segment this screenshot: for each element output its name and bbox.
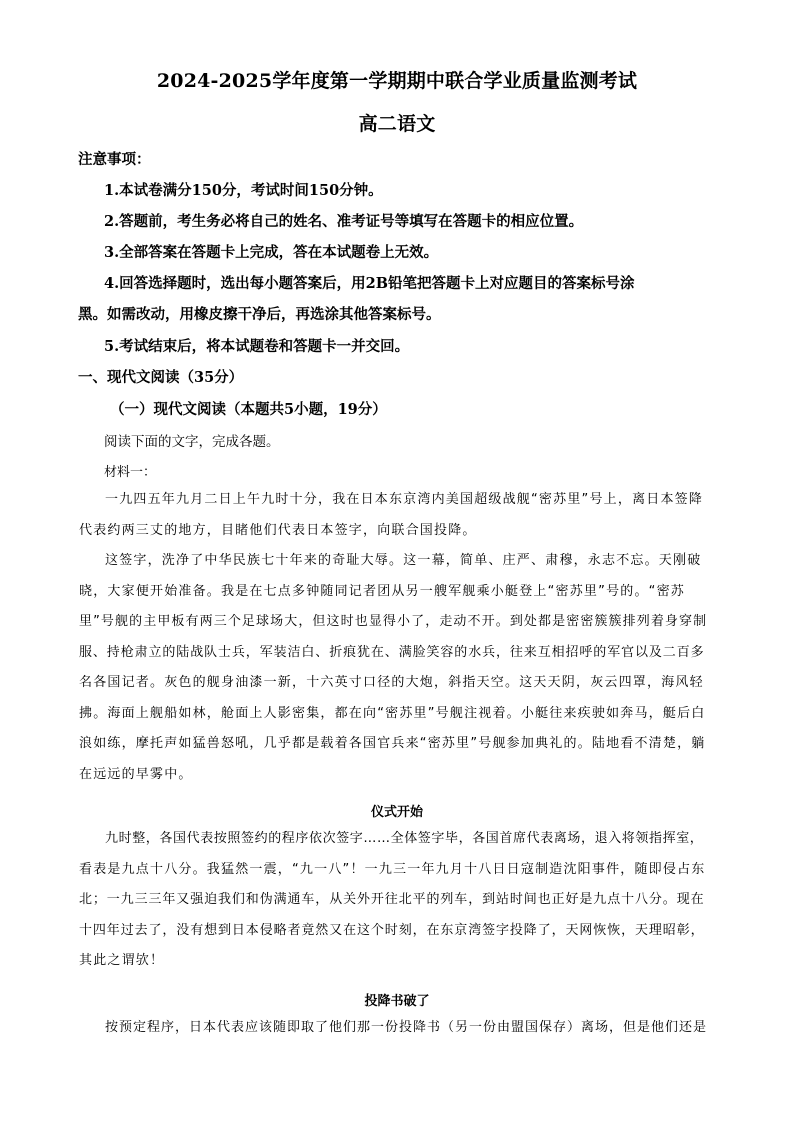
- notice-item: 1.本试卷满分150分，考试时间150分钟。: [104, 182, 383, 199]
- notice-item: 5.考试结束后，将本试题卷和答题卡一并交回。: [104, 338, 410, 355]
- passage-subheading: 仪式开始: [370, 805, 423, 820]
- notice-item: 4.回答选择题时，选出每小题答案后，用2B铅笔把答题卡上对应题目的答案标号涂: [104, 275, 635, 292]
- passage-subheading: 投降书破了: [364, 994, 430, 1009]
- passage-line: 北；一九三三年又强迫我们和伪满通车，从关外开往北平的列车，到站时间也正好是九点十八分。现在: [79, 892, 705, 907]
- notice-item-continuation: 黑。如需改动，用橡皮擦干净后，再选涂其他答案标号。: [78, 306, 441, 323]
- passage-line: 按预定程序，日本代表应该随即取了他们那一份投降书（另一份由盟国保存）离场，但是他们还是: [105, 1020, 707, 1035]
- exam-title: 2024-2025学年度第一学期期中联合学业质量监测考试: [156, 70, 638, 92]
- notice-item: 2.答题前，考生务必将自己的姓名、准考证号等填写在答题卡的相应位置。: [104, 213, 584, 230]
- notice-heading: 注意事项：: [78, 151, 151, 168]
- passage-paragraph-3: [79, 824, 707, 977]
- reading-instruction: 阅读下面的文字，完成各题。: [104, 434, 280, 450]
- passage-line: 这签字，洗净了中华民族七十年来的奇耻大辱。这一幕，简单、庄严、肃穆，永志不忘。天刚破: [105, 553, 702, 568]
- passage-line: 其此之谓欤！: [79, 953, 165, 968]
- passage-line: 拂。海面上舰船如林，舱面上人影密集，都在向“密苏里”号舰注视着。小艇往来疾驶如奔马，艇后白: [79, 705, 706, 721]
- passage-line: 九时整，各国代表按照签约的程序依次签字……全体签字毕，各国首席代表离场，退入将领指挥室，: [105, 831, 704, 846]
- passage-line: 里”号舰的主甲板有两三个足球场大，但这时也显得小了，走动不开。到处都是密密簇簇排列着身穿制: [79, 614, 707, 629]
- passage-line: 看表是九点十八分。我猛然一震，“九一八”！一九三一年九月十八日日寇制造沈阳事件，随即侵占东: [79, 861, 706, 877]
- passage-line: 在远远的早雾中。: [79, 766, 193, 782]
- passage-line: 代表约两三丈的地方，目睹他们代表日本签字，向联合国投降。: [79, 522, 477, 538]
- material-label: 材料一：: [104, 465, 157, 480]
- subject-title: 高二语文: [358, 113, 436, 135]
- passage-line: 一九四五年九月二日上午九时十分，我在日本东京湾内美国超级战舰“密苏里”号上，离日本签降: [105, 492, 704, 507]
- subsection-heading: （一）现代文阅读（本题共5小题，19分）: [110, 401, 387, 418]
- passage-line: 服、持枪肃立的陆战队士兵，军装洁白、折痕犹在、满脸笑容的水兵，往来互相招呼的军官以及二百多: [79, 644, 705, 660]
- passage-paragraph-4: [79, 1013, 707, 1044]
- notice-item: 3.全部答案在答题卡上完成，答在本试题卷上无效。: [104, 244, 439, 261]
- passage-line: 十四年过去了，没有想到日本侵略者竟然又在这个时刻，在东京湾签字投降了，天网恢恢，天理昭彰，: [79, 922, 705, 938]
- passage-line: 浪如练，摩托声如猛兽怒吼，几乎都是载着各国官兵来“密苏里”号舰参加典礼的。陆地看不清楚，躺: [79, 736, 706, 751]
- passage-line: 晓，大家便开始准备。我是在七点多钟随同记者团从另一艘军舰乘小艇登上“密苏里”号的。“密苏: [79, 583, 686, 599]
- passage-line: 名各国记者。灰色的舰身油漆一新，十六英寸口径的大炮，斜指天空。这天天阴，灰云四罩，海风轻: [79, 675, 704, 690]
- passage-paragraph-1: [79, 485, 707, 546]
- section-heading: 一、现代文阅读（35分）: [78, 369, 244, 386]
- passage-paragraph-2: [79, 546, 707, 790]
